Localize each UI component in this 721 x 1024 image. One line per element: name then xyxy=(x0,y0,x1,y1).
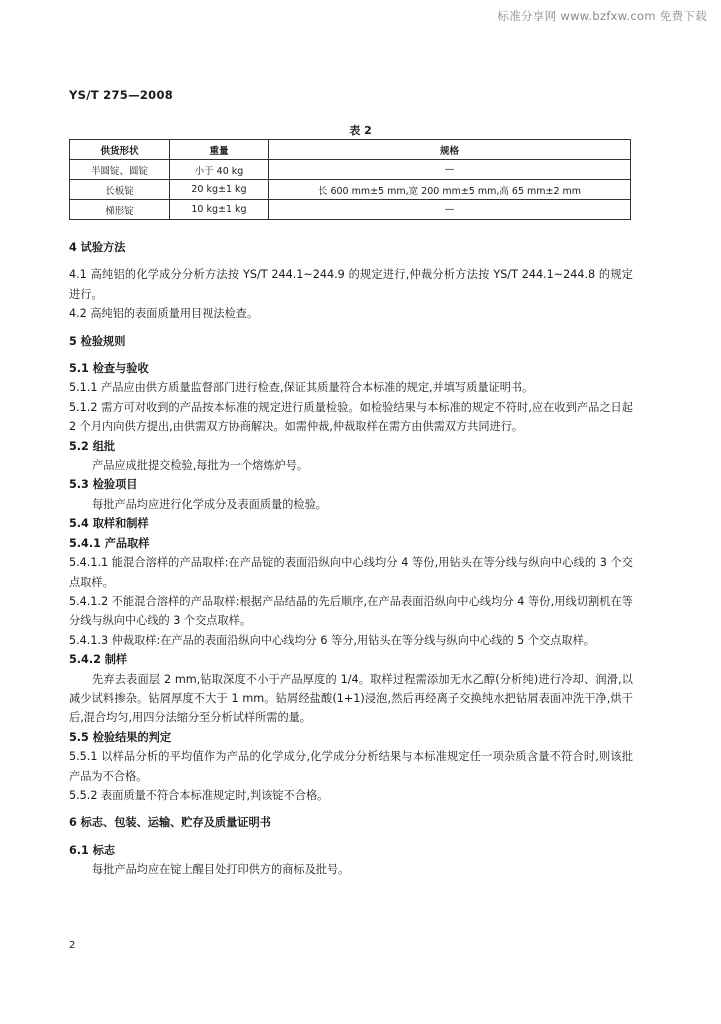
supply-shape-table xyxy=(69,139,631,220)
subsection-heading: 5.4 取样和制样 xyxy=(69,517,149,531)
paragraph: 5.5.2 表面质量不符合本标准规定时,判该锭不合格。 xyxy=(69,788,329,802)
table-cell: 20 kg±1 kg xyxy=(170,180,269,200)
paragraph: 先弃去表面层 2 mm,钻取深度不小于产品厚度的 1/4。取样过程需添加无水乙醇(分析纯)进行冷却、润滑,以减少试料掺杂。钻屑厚度不大于 1 mm。钻屑经盐酸(1+1)浸泡,然后再经离子交换纯水把钻屑表面冲洗干净,烘干后,混合均匀,用四分法缩分至分析试样所需的量。 xyxy=(69,672,633,725)
table-cell: — xyxy=(269,200,631,220)
subsection-heading: 5.2 组批 xyxy=(69,439,116,453)
subsection-heading: 5.1 检查与验收 xyxy=(69,362,149,376)
paragraph: 5.4.1.3 仲裁取样:在产品的表面沿纵向中心线均分 6 等分,用钻头在等分线与纵向中心线的 5 个交点取样。 xyxy=(69,633,595,647)
paragraph: 5.5.1 以样品分析的平均值作为产品的化学成分,化学成分分析结果与本标准规定任一项杂质含量不符合时,则该批产品为不合格。 xyxy=(69,750,633,783)
header-weight: 重量 xyxy=(170,140,269,160)
paragraph: 产品应成批提交检验,每批为一个熔炼炉号。 xyxy=(92,459,309,473)
table-cell: 小于 40 kg xyxy=(170,160,269,180)
table-row xyxy=(70,200,631,220)
header-spec: 规格 xyxy=(269,140,631,160)
subsection-heading: 5.5 检验结果的判定 xyxy=(69,730,172,744)
document-body xyxy=(69,238,633,880)
table-caption: 表 2 xyxy=(349,124,372,137)
paragraph: 每批产品均应进行化学成分及表面质量的检验。 xyxy=(92,497,327,511)
section-heading: 6 标志、包装、运输、贮存及质量证明书 xyxy=(69,816,271,830)
table-row xyxy=(70,180,631,200)
document-code: YS/T 275—2008 xyxy=(69,88,174,102)
table-cell: 梯形锭 xyxy=(70,200,170,220)
subsection-heading: 5.4.2 制样 xyxy=(69,653,128,667)
section-heading: 4 试验方法 xyxy=(69,241,126,254)
subsection-heading: 5.3 检验项目 xyxy=(69,478,138,492)
paragraph: 5.4.1.1 能混合溶样的产品取样:在产品锭的表面沿纵向中心线均分 4 等份,用钻头在等分线与纵向中心线的 3 个交点取样。 xyxy=(69,556,633,589)
table-cell: — xyxy=(269,160,631,180)
paragraph: 4.1 高纯铝的化学成分分析方法按 YS/T 244.1~244.9 的规定进行,仲裁分析方法按 YS/T 244.1~244.8 的规定进行。 xyxy=(69,268,633,301)
paragraph: 5.4.1.2 不能混合溶样的产品取样:根据产品结晶的先后顺序,在产品表面沿纵向中心线均分 4 等份,用线切割机在等分线与纵向中心线的 3 个交点取样。 xyxy=(69,594,633,628)
paragraph: 5.1.1 产品应由供方质量监督部门进行检查,保证其质量符合本标准的规定,并填写质量证明书。 xyxy=(69,381,534,395)
subsection-heading: 6.1 标志 xyxy=(69,843,116,857)
table-cell: 半圆锭、圆锭 xyxy=(70,160,170,180)
paragraph: 4.2 高纯铝的表面质量用目视法检查。 xyxy=(69,307,259,321)
paragraph: 5.1.2 需方可对收到的产品按本标准的规定进行质量检验。如检验结果与本标准的规定不符时,应在收到产品之日起 2 个月内向供方提出,由供需双方协商解决。如需仲裁,仲裁取样在需方由供需双方共同进行。 xyxy=(69,400,633,434)
header-shape: 供货形状 xyxy=(70,140,170,160)
paragraph: 每批产品均应在锭上醒目处打印供方的商标及批号。 xyxy=(92,863,350,877)
page-number: 2 xyxy=(69,940,76,951)
table-header-row xyxy=(70,140,631,160)
section-heading: 5 检验规则 xyxy=(69,334,126,348)
watermark-text: 标准分享网 www.bzfxw.com 免费下载 xyxy=(497,9,707,23)
subsection-heading: 5.4.1 产品取样 xyxy=(69,536,150,550)
table-cell: 长 600 mm±5 mm,宽 200 mm±5 mm,高 65 mm±2 mm xyxy=(269,180,631,200)
table-cell: 10 kg±1 kg xyxy=(170,200,269,220)
table-cell: 长板锭 xyxy=(70,180,170,200)
table-row xyxy=(70,160,631,180)
